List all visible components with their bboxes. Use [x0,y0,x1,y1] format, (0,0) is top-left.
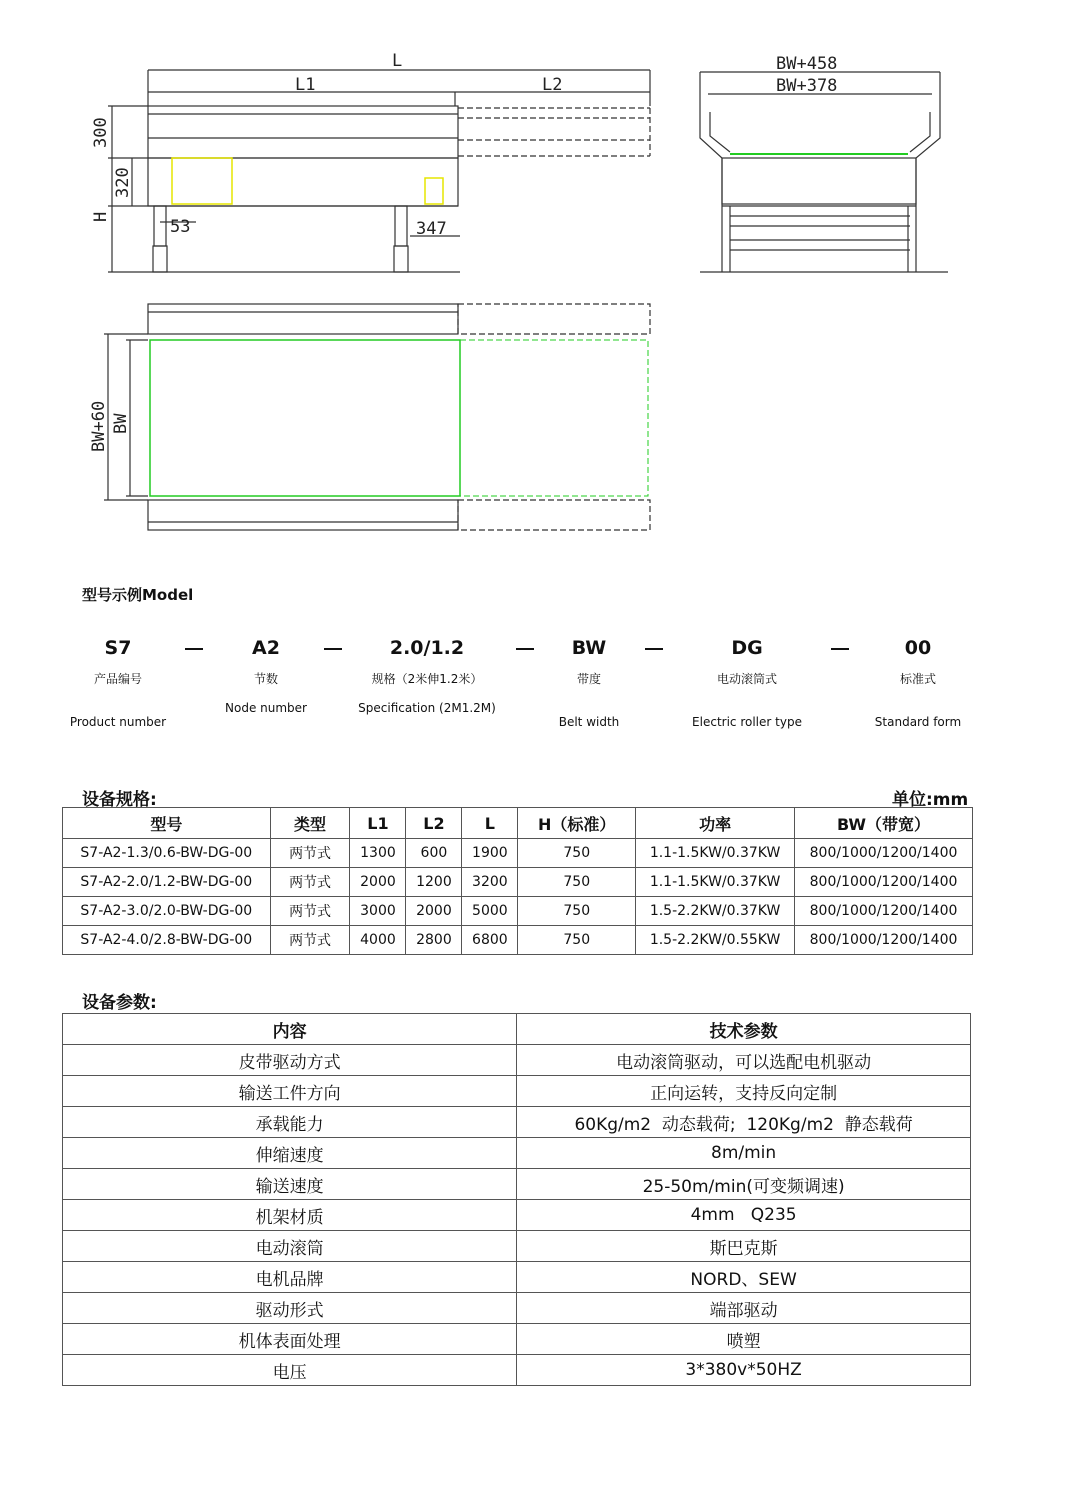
specs-header: BW（带宽） [795,808,973,839]
table-row [63,897,973,926]
table-row [63,1107,971,1138]
table-row [63,1262,971,1293]
params-value: 电动滚筒驱动，可以选配电机驱动 [517,1045,971,1076]
specs-header: 型号 [63,808,271,839]
model-en-bw: Belt width [558,715,620,729]
model-zh-std: 标准式 [899,672,936,686]
specs-cell: 750 [518,839,636,868]
table-row [63,1324,971,1355]
specs-cell: S7-A2-4.0/2.8-BW-DG-00 [63,926,271,955]
params-label: 机体表面处理 [63,1324,517,1355]
specs-header: L1 [350,808,406,839]
model-zh-node: 节数 [253,672,278,686]
specs-header-row [63,808,973,839]
dim-347: 347 [416,219,447,239]
params-value: 25-50m/min(可变频调速) [517,1169,971,1200]
params-table [62,1013,971,1386]
params-value: 4mm Q235 [517,1200,971,1231]
table-row [63,926,973,955]
model-code-std: 00 [904,637,932,659]
params-value: 3*380v*50HZ [517,1355,971,1386]
model-zh-product: 产品编号 [93,672,142,686]
specs-header: H（标准） [518,808,636,839]
separator-dash [185,648,203,650]
specs-cell: 750 [518,897,636,926]
params-label: 输送工件方向 [63,1076,517,1107]
separator-dash [324,648,342,650]
params-label: 驱动形式 [63,1293,517,1324]
specs-cell: 2000 [350,868,406,897]
model-en-spec: Specification (2M1.2M) [358,701,496,715]
specs-header: L [462,808,518,839]
params-value: NORD、SEW [517,1262,971,1293]
specs-cell: 2000 [406,897,462,926]
table-row [63,1138,971,1169]
params-label: 电动滚筒 [63,1231,517,1262]
dim-320: 320 [113,167,133,198]
params-header: 内容 [63,1014,517,1045]
params-label: 输送速度 [63,1169,517,1200]
specs-cell: 两节式 [270,897,350,926]
specs-cell: 5000 [462,897,518,926]
specs-table [62,807,973,955]
params-value: 60Kg/m2 动态载荷; 120Kg/m2 静态载荷 [517,1107,971,1138]
specs-cell: S7-A2-3.0/2.0-BW-DG-00 [63,897,271,926]
specs-unit: 单位:mm [892,790,969,810]
model-title: 型号示例Model [82,586,194,604]
dim-bw60: BW+60 [89,400,109,452]
specs-cell: 800/1000/1200/1400 [795,926,973,955]
model-code-node: A2 [252,637,280,659]
specs-cell: S7-A2-2.0/1.2-BW-DG-00 [63,868,271,897]
specs-cell: 1.1-1.5KW/0.37KW [636,868,795,897]
specs-cell: 3000 [350,897,406,926]
specs-cell: 3200 [462,868,518,897]
specs-title: 设备规格: [82,790,157,810]
dim-53: 53 [170,217,191,237]
model-en-std: Standard form [874,715,962,729]
params-label: 电机品牌 [63,1262,517,1293]
specs-cell: 600 [406,839,462,868]
params-label: 承载能力 [63,1107,517,1138]
params-label: 机架材质 [63,1200,517,1231]
model-zh-bw: 带度 [576,672,601,686]
specs-cell: 两节式 [270,868,350,897]
dim-300: 300 [91,117,111,148]
specs-cell: 1200 [406,868,462,897]
specs-cell: 两节式 [270,839,350,868]
table-row [63,1169,971,1200]
specs-cell: 800/1000/1200/1400 [795,897,973,926]
dim-L1: L1 [295,75,316,95]
specs-cell: 800/1000/1200/1400 [795,868,973,897]
specs-cell: 750 [518,868,636,897]
params-value: 端部驱动 [517,1293,971,1324]
dim-bw: BW [111,413,131,434]
model-en-dg: Electric roller type [692,715,802,729]
table-row [63,1076,971,1107]
specs-cell: 1.1-1.5KW/0.37KW [636,839,795,868]
params-label: 伸缩速度 [63,1138,517,1169]
specs-cell: 750 [518,926,636,955]
params-label: 皮带驱动方式 [63,1045,517,1076]
specs-cell: 2800 [406,926,462,955]
params-title: 设备参数: [82,993,157,1013]
table-row [63,868,973,897]
table-row [63,1045,971,1076]
technical-drawing [0,0,1080,560]
separator-dash [516,648,534,650]
specs-cell: 1300 [350,839,406,868]
table-row [63,1293,971,1324]
dim-bw378: BW+378 [776,76,838,96]
params-label: 电压 [63,1355,517,1386]
dim-L2: L2 [542,75,563,95]
params-value: 正向运转，支持反向定制 [517,1076,971,1107]
table-row [63,1231,971,1262]
params-value: 斯巴克斯 [517,1231,971,1262]
specs-cell: 4000 [350,926,406,955]
separator-dash [645,648,663,650]
model-en-product: Product number [69,715,167,729]
specs-cell: 6800 [462,926,518,955]
dim-L: L [392,51,403,71]
dim-H: H [91,211,111,222]
model-zh-dg: 电动滚筒式 [716,672,777,686]
table-row [63,839,973,868]
params-header: 技术参数 [517,1014,971,1045]
model-code-product: S7 [104,637,132,659]
specs-cell: 800/1000/1200/1400 [795,839,973,868]
specs-cell: 1.5-2.2KW/0.37KW [636,897,795,926]
params-header-row [63,1014,971,1045]
table-row [63,1200,971,1231]
model-zh-spec: 规格（2米伸1.2米） [371,672,483,686]
specs-cell: 两节式 [270,926,350,955]
specs-cell: 1.5-2.2KW/0.55KW [636,926,795,955]
specs-header: 功率 [636,808,795,839]
specs-header: L2 [406,808,462,839]
specs-cell: S7-A2-1.3/0.6-BW-DG-00 [63,839,271,868]
table-row [63,1355,971,1386]
params-value: 喷塑 [517,1324,971,1355]
specs-cell: 1900 [462,839,518,868]
dim-bw458: BW+458 [776,54,838,74]
specs-header: 类型 [270,808,350,839]
model-code-bw: BW [571,637,607,659]
params-value: 8m/min [517,1138,971,1169]
model-en-node: Node number [225,701,307,715]
separator-dash [831,648,849,650]
model-code-spec: 2.0/1.2 [389,637,465,659]
model-code-dg: DG [731,637,763,659]
